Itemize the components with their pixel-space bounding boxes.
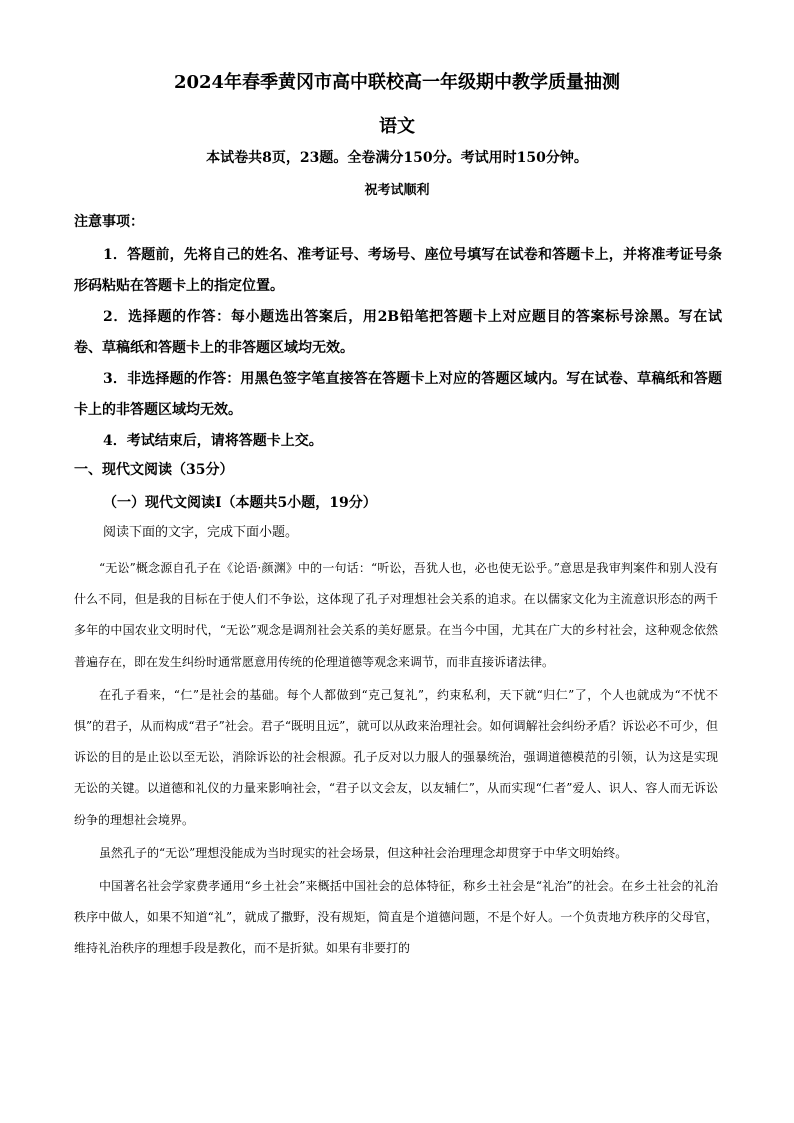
passage-paragraph-3: 虽然孔子的“无讼”理想没能成为当时现实的社会场景，但这种社会治理理念却贯穿于中华文明始终。 <box>99 845 628 860</box>
exam-title: 2024年春季黄冈市高中联校高一年级期中教学质量抽测 <box>173 72 621 93</box>
passage-paragraph-2: 在孔子看来，“仁”是社会的基础。每个人都做到“克己复礼”，约束私利，天下就“归仁”了，个人也就成为“不忧不惧”的君子，从而构成“君子”社会。君子“既明且远”，就可以从政来治理社会。如何调解社会纠纷矛盾？诉讼必不可少，但诉讼的目的是止讼以至无讼，消除诉讼的社会根源。孔子反对以力服人的强暴统治，强调道德模范的引领，认为这是实现无讼的关键。以道德和礼仪的力量来影响社会，“君子以文会友，以友辅仁”，从而实现“仁者”爱人、识人、容人而无诉讼纷争的理想社会境界。 <box>74 687 718 827</box>
note-item-2: 2．选择题的作答：每小题选出答案后，用2B铅笔把答题卡上对应题目的答案标号涂黑。写在试卷、草稿纸和答题卡上的非答题区域均无效。 <box>74 309 722 356</box>
note-item-1: 1．答题前，先将自己的姓名、准考证号、考场号、座位号填写在试卷和答题卡上，并将准考证号条形码粘贴在答题卡上的指定位置。 <box>74 247 722 294</box>
section-title: 一、现代文阅读（35分） <box>74 462 234 478</box>
subject-title: 语文 <box>379 116 415 137</box>
note-item-4: 4．考试结束后，请将答题卡上交。 <box>103 433 323 449</box>
reading-instruction: 阅读下面的文字，完成下面小题。 <box>103 525 299 540</box>
note-item-3: 3．非选择题的作答：用黑色签字笔直接答在答题卡上对应的答题区域内。写在试卷、草稿纸和答题卡上的非答题区域均无效。 <box>74 371 722 418</box>
passage-paragraph-4: 中国著名社会学家费孝通用“乡土社会”来概括中国社会的总体特征，称乡土社会是“礼治”的社会。在乡土社会的礼治秩序中做人，如果不知道“礼”，就成了撒野，没有规矩，简直是个道德问题，不是个好人。一个负责地方秩序的父母官，维持礼治秩序的理想手段是教化，而不是折狱。如果有非要打的 <box>74 879 718 956</box>
reading-passage <box>74 553 718 967</box>
passage-paragraph-1: “无讼”概念源自孔子在《论语·颜渊》中的一句话：“听讼，吾犹人也，必也使无讼乎。”意思是我审判案件和别人没有什么不同，但是我的目标在于使人们不争讼，这体现了孔子对理想社会关系的追求。在以儒家文化为主流意识形态的两千多年的中国农业文明时代，“无讼”观念是调剂社会关系的美好愿景。在当今中国，尤其在广大的乡村社会，这种观念依然普遍存在，即在发生纠纷时通常愿意用传统的伦理道德等观念来调节，而非直接诉诸法律。 <box>74 561 718 669</box>
good-luck-text: 祝考试顺利 <box>364 183 430 198</box>
notes-list <box>74 240 722 457</box>
exam-info: 本试卷共8页，23题。全卷满分150分。考试用时150分钟。 <box>206 150 588 166</box>
notes-heading: 注意事项： <box>74 214 144 230</box>
subsection-title: （一）现代文阅读Ⅰ（本题共5小题，19分） <box>103 495 377 511</box>
